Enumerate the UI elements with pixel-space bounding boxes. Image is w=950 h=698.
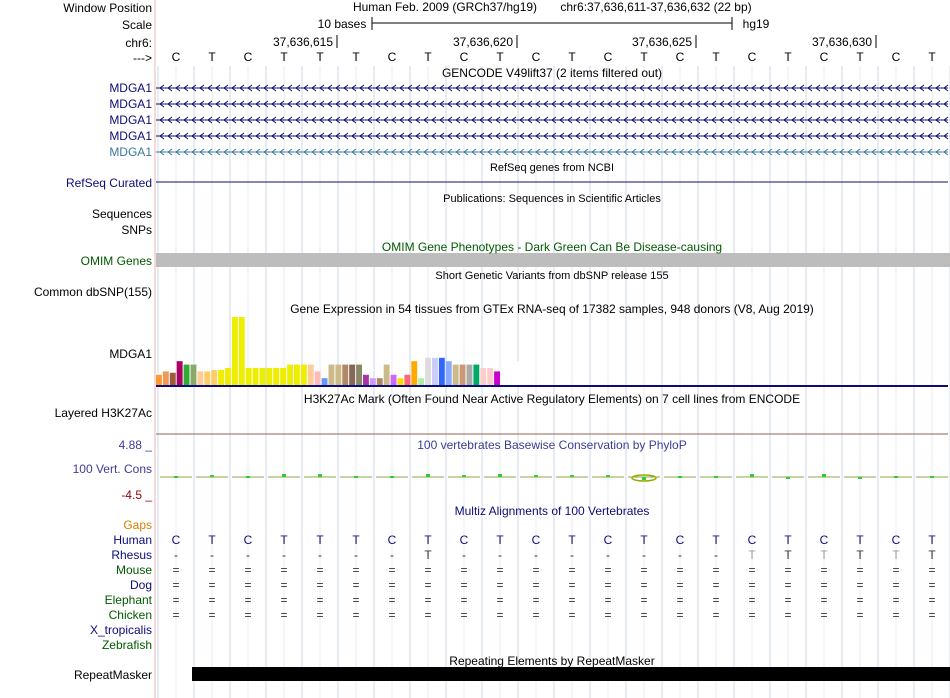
gtex-tissue-bar[interactable] [225, 368, 231, 385]
gtex-tissue-bar[interactable] [315, 371, 321, 385]
multiz-species-label[interactable]: Chicken [108, 608, 152, 622]
sequence-base: C [243, 50, 253, 64]
ruler-coordinate: 37,636,615 [272, 35, 334, 49]
multiz-base: = [712, 608, 720, 622]
sequence-base: T [424, 50, 432, 64]
multiz-base: = [676, 593, 684, 607]
multiz-base: T [784, 548, 792, 562]
gencode-item-label[interactable]: MDGA1 [109, 145, 152, 159]
chrom-label: chr6: [125, 36, 152, 50]
multiz-base: = [568, 578, 576, 592]
multiz-base: = [208, 593, 216, 607]
multiz-base: = [316, 578, 324, 592]
gtex-tissue-bar[interactable] [473, 365, 479, 385]
multiz-base: = [748, 608, 756, 622]
phylop-score-bar[interactable] [570, 475, 574, 477]
phylop-score-bar[interactable] [714, 476, 718, 478]
multiz-base: = [424, 608, 432, 622]
phylop-score-bar[interactable] [678, 476, 682, 478]
phylop-min: -4.5 _ [121, 488, 152, 502]
phylop-score-bar[interactable] [606, 475, 610, 477]
gtex-tissue-bar[interactable] [329, 365, 335, 385]
gtex-tissue-bar[interactable] [398, 378, 404, 385]
multiz-base: T [784, 533, 792, 547]
multiz-base: = [460, 593, 468, 607]
refseq-title[interactable]: RefSeq genes from NCBI [489, 162, 615, 174]
gtex-tissue-bar[interactable] [273, 368, 279, 385]
multiz-base: = [748, 563, 756, 577]
multiz-gaps-label[interactable]: Gaps [123, 518, 152, 532]
multiz-base: T [928, 533, 936, 547]
gtex-tissue-bar[interactable] [363, 375, 369, 385]
gtex-tissue-bar[interactable] [342, 365, 348, 385]
multiz-base: = [280, 608, 288, 622]
gtex-tissue-bar[interactable] [370, 378, 376, 385]
sequence-base: C [459, 50, 469, 64]
multiz-base: = [352, 593, 360, 607]
multiz-base: = [208, 563, 216, 577]
gtex-tissue-bar[interactable] [163, 371, 169, 385]
multiz-base: = [928, 563, 936, 577]
multiz-base: = [856, 563, 864, 577]
multiz-base: = [820, 608, 828, 622]
gtex-tissue-bar[interactable] [480, 368, 486, 385]
gtex-tissue-bar[interactable] [377, 378, 383, 385]
multiz-base: = [352, 563, 360, 577]
multiz-base: = [388, 608, 396, 622]
gtex-tissue-bar[interactable] [501, 365, 507, 385]
gtex-tissue-bar[interactable] [467, 365, 473, 385]
ruler-coordinate: 37,636,625 [631, 35, 693, 49]
gtex-tissue-bar[interactable] [349, 365, 355, 385]
multiz-base: T [820, 548, 828, 562]
sequence-base: T [928, 50, 936, 64]
phylop-score-bar[interactable] [534, 475, 538, 477]
multiz-base: T [352, 533, 360, 547]
phylop-score-bar[interactable] [318, 474, 322, 477]
multiz-base: C [459, 533, 469, 547]
phylop-score-bar[interactable] [246, 476, 250, 478]
multiz-base: = [244, 608, 252, 622]
multiz-base: = [604, 578, 612, 592]
multiz-base: C [171, 533, 181, 547]
multiz-base: = [172, 608, 180, 622]
multiz-base: = [280, 563, 288, 577]
gtex-tissue-bar[interactable] [184, 365, 190, 385]
gtex-tissue-bar[interactable] [460, 365, 466, 385]
h3k27ac-label[interactable]: Layered H3K27Ac [54, 406, 152, 420]
multiz-base: T [280, 533, 288, 547]
multiz-base: T [424, 533, 432, 547]
scale-text: 10 bases [317, 17, 367, 31]
multiz-base: = [532, 578, 540, 592]
omim-bar[interactable] [156, 253, 950, 267]
multiz-base: - [498, 548, 502, 562]
multiz-base: = [748, 593, 756, 607]
repeatmasker-element[interactable] [192, 667, 950, 681]
position-readout: chr6:37,636,611-37,636,632 (22 bp) [560, 0, 752, 14]
multiz-base: = [604, 593, 612, 607]
multiz-base: = [640, 578, 648, 592]
phylop-score-bar[interactable] [390, 476, 394, 478]
multiz-base: T [568, 533, 576, 547]
multiz-base: T [856, 533, 864, 547]
gtex-tissue-bar[interactable] [177, 361, 183, 385]
phylop-score-bar[interactable] [894, 476, 898, 478]
multiz-base: - [318, 548, 322, 562]
gtex-tissue-bar[interactable] [204, 371, 210, 385]
scale-db: hg19 [742, 17, 770, 31]
multiz-base: = [856, 608, 864, 622]
sequence-base: T [280, 50, 288, 64]
multiz-base: T [928, 548, 936, 562]
sequence-base: C [387, 50, 397, 64]
multiz-base: - [678, 548, 682, 562]
multiz-base: = [532, 608, 540, 622]
scale-label: Scale [121, 18, 152, 32]
sequence-base: C [891, 50, 901, 64]
multiz-base: = [352, 608, 360, 622]
multiz-base: = [676, 563, 684, 577]
multiz-species-label[interactable]: Elephant [104, 593, 152, 607]
phylop-score-bar[interactable] [930, 476, 934, 478]
multiz-base: = [856, 578, 864, 592]
gtex-tissue-bar[interactable] [404, 375, 410, 385]
multiz-base: = [568, 563, 576, 577]
publications-title[interactable]: Publications: Sequences in Scientific Articles [443, 193, 661, 205]
multiz-base: = [532, 593, 540, 607]
multiz-species-label[interactable]: Dog [129, 578, 152, 592]
gtex-tissue-bar[interactable] [418, 378, 424, 385]
gtex-tissue-bar[interactable] [446, 361, 452, 385]
gencode-item-label[interactable]: MDGA1 [109, 113, 152, 127]
multiz-base: = [172, 593, 180, 607]
omim-title[interactable]: OMIM Gene Phenotypes - Dark Green Can Be Disease-causing [381, 240, 723, 254]
omim-label[interactable]: OMIM Genes [80, 254, 152, 268]
repeatmasker-label[interactable]: RepeatMasker [73, 668, 152, 682]
multiz-base: = [280, 593, 288, 607]
multiz-base: = [496, 608, 504, 622]
multiz-base: = [496, 563, 504, 577]
multiz-base: = [496, 578, 504, 592]
gtex-tissue-bar[interactable] [156, 375, 162, 385]
sequence-base: C [819, 50, 829, 64]
gtex-tissue-bar[interactable] [170, 373, 176, 385]
gtex-tissue-bar[interactable] [253, 368, 259, 385]
sequence-base: C [747, 50, 757, 64]
gtex-tissue-bar[interactable] [191, 365, 197, 385]
multiz-base: T [424, 548, 432, 562]
multiz-base: = [352, 578, 360, 592]
sequence-base: T [856, 50, 864, 64]
multiz-base: = [640, 608, 648, 622]
multiz-base: = [316, 608, 324, 622]
phylop-score-bar[interactable] [282, 474, 286, 477]
multiz-base: = [676, 578, 684, 592]
multiz-base: C [603, 533, 613, 547]
phylop-score-bar[interactable] [786, 477, 790, 479]
multiz-base: = [172, 578, 180, 592]
multiz-base: = [280, 578, 288, 592]
gtex-tissue-bar[interactable] [232, 317, 238, 385]
multiz-base: - [606, 548, 610, 562]
sequence-base: T [208, 50, 216, 64]
multiz-base: T [856, 548, 864, 562]
gtex-title[interactable]: Gene Expression in 54 tissues from GTEx RNA-seq of 17382 samples, 948 donors (V8, Aug 2019) [290, 302, 814, 316]
multiz-base: = [496, 593, 504, 607]
multiz-base: = [460, 608, 468, 622]
multiz-species-label[interactable]: X_tropicalis [89, 623, 152, 637]
multiz-title[interactable]: Multiz Alignments of 100 Vertebrates [454, 504, 650, 518]
gencode-title[interactable]: GENCODE V49lift37 (2 items filtered out) [441, 66, 663, 80]
multiz-base: C [819, 533, 829, 547]
gtex-tissue-bar[interactable] [384, 365, 390, 385]
multiz-base: = [892, 563, 900, 577]
multiz-base: = [424, 593, 432, 607]
phylop-label[interactable]: 100 Vert. Cons [72, 462, 152, 476]
sequence-base: T [640, 50, 648, 64]
dbsnp-title[interactable]: Short Genetic Variants from dbSNP release 155 [435, 270, 669, 282]
multiz-base: = [784, 578, 792, 592]
gtex-tissue-bar[interactable] [494, 371, 500, 385]
gtex-tissue-bar[interactable] [391, 375, 397, 385]
sequence-base: T [316, 50, 324, 64]
ruler-coordinate: 37,636,630 [811, 35, 873, 49]
sequence-base: T [568, 50, 576, 64]
multiz-base: - [534, 548, 538, 562]
gtex-tissue-bar[interactable] [515, 361, 521, 385]
sequence-base: C [603, 50, 613, 64]
multiz-base: - [354, 548, 358, 562]
phylop-score-bar[interactable] [210, 475, 214, 477]
gtex-tissue-bar[interactable] [335, 365, 341, 385]
gtex-tissue-bar[interactable] [287, 365, 293, 385]
multiz-base: C [387, 533, 397, 547]
gtex-tissue-bar[interactable] [508, 361, 514, 385]
multiz-base: = [208, 608, 216, 622]
gtex-tissue-bar[interactable] [260, 368, 266, 385]
sequence-base: C [531, 50, 541, 64]
sequence-base: T [784, 50, 792, 64]
refseq-label[interactable]: RefSeq Curated [65, 176, 152, 190]
gtex-tissue-bar[interactable] [218, 370, 224, 385]
multiz-base: = [568, 608, 576, 622]
multiz-base: = [388, 593, 396, 607]
phylop-score-bar[interactable] [174, 476, 178, 478]
gencode-item-label[interactable]: MDGA1 [109, 129, 152, 143]
multiz-species-label[interactable]: Human [113, 533, 152, 547]
multiz-base: T [208, 533, 216, 547]
multiz-base: = [388, 578, 396, 592]
dbsnp-label[interactable]: Common dbSNP(155) [33, 285, 152, 299]
multiz-base: = [892, 593, 900, 607]
multiz-species-label[interactable]: Mouse [115, 563, 152, 577]
gencode-item-label[interactable]: MDGA1 [109, 81, 152, 95]
phylop-max: 4.88 _ [118, 438, 152, 452]
multiz-base: = [460, 578, 468, 592]
multiz-base: - [174, 548, 178, 562]
multiz-base: - [390, 548, 394, 562]
multiz-base: - [462, 548, 466, 562]
phylop-score-bar[interactable] [462, 475, 466, 477]
gtex-gene-label[interactable]: MDGA1 [109, 347, 152, 361]
multiz-base: = [820, 563, 828, 577]
gtex-tissue-bar[interactable] [280, 368, 286, 385]
multiz-base: - [246, 548, 250, 562]
multiz-base: = [424, 578, 432, 592]
multiz-base: = [244, 563, 252, 577]
sequence-base: T [352, 50, 360, 64]
multiz-base: T [892, 548, 900, 562]
gencode-item-label[interactable]: MDGA1 [109, 97, 152, 111]
multiz-base: = [460, 563, 468, 577]
gtex-tissue-bar[interactable] [197, 371, 203, 385]
multiz-base: T [496, 533, 504, 547]
multiz-base: = [604, 563, 612, 577]
gtex-tissue-bar[interactable] [432, 358, 438, 385]
gtex-tissue-bar[interactable] [246, 368, 252, 385]
sequence-base: T [496, 50, 504, 64]
gtex-tissue-bar[interactable] [308, 365, 314, 385]
multiz-base: T [640, 533, 648, 547]
multiz-base: - [282, 548, 286, 562]
multiz-base: = [208, 578, 216, 592]
multiz-base: = [748, 578, 756, 592]
gtex-tissue-bar[interactable] [266, 368, 272, 385]
multiz-base: = [892, 578, 900, 592]
gtex-tissue-bar[interactable] [411, 361, 417, 385]
publications-sequences-label[interactable]: Sequences [91, 207, 152, 221]
multiz-base: = [712, 593, 720, 607]
multiz-base: T [748, 548, 756, 562]
multiz-base: C [747, 533, 757, 547]
window-position-label: Window Position [63, 1, 152, 15]
multiz-base: = [244, 593, 252, 607]
phylop-score-bar[interactable] [750, 474, 754, 477]
multiz-base: C [531, 533, 541, 547]
multiz-base: = [928, 608, 936, 622]
gtex-tissue-bar[interactable] [453, 365, 459, 385]
assembly-title: Human Feb. 2009 (GRCh37/hg19) [352, 0, 538, 14]
multiz-base: = [784, 608, 792, 622]
multiz-base: = [820, 593, 828, 607]
multiz-species-label[interactable]: Zebrafish [101, 638, 152, 652]
h3k27ac-title[interactable]: H3K27Ac Mark (Often Found Near Active Regulatory Elements) on 7 cell lines from ENCODE [303, 392, 801, 406]
phylop-score-bar[interactable] [822, 474, 826, 477]
gtex-tissue-bar[interactable] [522, 382, 528, 385]
gtex-tissue-bar[interactable] [211, 370, 217, 385]
gtex-tissue-bar[interactable] [439, 358, 445, 385]
sequence-base: C [675, 50, 685, 64]
multiz-base: = [532, 563, 540, 577]
strand-arrow: ---> [133, 51, 152, 65]
multiz-base: C [891, 533, 901, 547]
multiz-base: T [316, 533, 324, 547]
multiz-base: = [424, 563, 432, 577]
gtex-tissue-bar[interactable] [425, 358, 431, 385]
multiz-base: = [928, 593, 936, 607]
multiz-base: = [712, 578, 720, 592]
phylop-score-bar[interactable] [858, 477, 862, 479]
multiz-base: - [570, 548, 574, 562]
repeatmasker-title[interactable]: Repeating Elements by RepeatMasker [449, 654, 655, 668]
multiz-base: = [820, 578, 828, 592]
gtex-tissue-bar[interactable] [301, 365, 307, 385]
multiz-base: = [388, 563, 396, 577]
multiz-base: = [244, 578, 252, 592]
multiz-base: = [172, 563, 180, 577]
phylop-score-bar[interactable] [642, 477, 646, 480]
gtex-tissue-bar[interactable] [322, 378, 328, 385]
multiz-species-label[interactable]: Rhesus [111, 548, 152, 562]
multiz-base: T [712, 533, 720, 547]
multiz-base: C [243, 533, 253, 547]
gtex-tissue-bar[interactable] [356, 365, 362, 385]
multiz-base: = [568, 593, 576, 607]
multiz-base: - [210, 548, 214, 562]
multiz-base: = [784, 593, 792, 607]
gtex-tissue-bar[interactable] [487, 368, 493, 385]
multiz-base: = [316, 593, 324, 607]
multiz-base: = [640, 563, 648, 577]
gtex-tissue-bar[interactable] [294, 365, 300, 385]
multiz-base: = [892, 608, 900, 622]
multiz-base: - [714, 548, 718, 562]
multiz-base: = [928, 578, 936, 592]
publications-snps-label[interactable]: SNPs [121, 223, 152, 237]
phylop-title[interactable]: 100 vertebrates Basewise Conservation by PhyloP [417, 438, 687, 452]
sequence-base: T [712, 50, 720, 64]
multiz-base: = [856, 593, 864, 607]
phylop-score-bar[interactable] [354, 476, 358, 478]
multiz-base: = [316, 563, 324, 577]
multiz-base: = [784, 563, 792, 577]
phylop-score-bar[interactable] [498, 474, 502, 477]
multiz-base: = [604, 608, 612, 622]
sequence-base: C [171, 50, 181, 64]
multiz-base: = [676, 608, 684, 622]
gtex-tissue-bar[interactable] [239, 317, 245, 385]
multiz-base: - [642, 548, 646, 562]
multiz-base: = [640, 593, 648, 607]
multiz-base: C [675, 533, 685, 547]
multiz-base: = [712, 563, 720, 577]
phylop-score-bar[interactable] [426, 474, 430, 477]
ruler-coordinate: 37,636,620 [452, 35, 514, 49]
